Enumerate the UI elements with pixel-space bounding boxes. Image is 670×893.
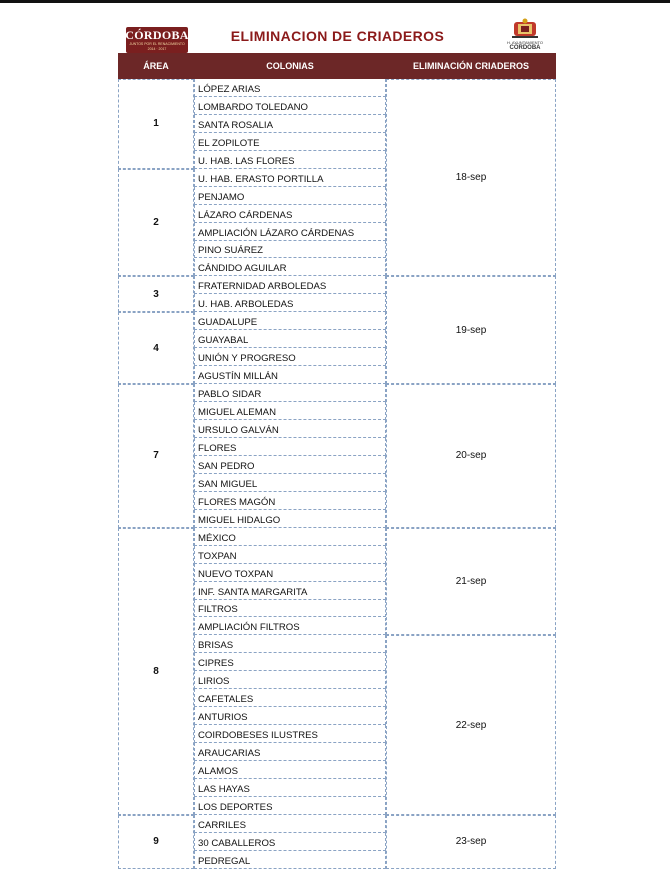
colonia-row: SAN PEDRO [194, 456, 386, 474]
colonia-row: LÁZARO CÁRDENAS [194, 205, 386, 223]
page-title: ELIMINACION DE CRIADEROS [230, 28, 445, 44]
colonia-row: TOXPAN [194, 546, 386, 564]
crest-icon [510, 18, 540, 40]
colonia-row: SANTA ROSALIA [194, 115, 386, 133]
ayuntamiento-crest [494, 18, 556, 55]
colonia-row: 30 CABALLEROS [194, 833, 386, 851]
colonia-row: LAS HAYAS [194, 779, 386, 797]
date-cell: 20-sep [386, 384, 556, 528]
colonia-row: LIRIOS [194, 671, 386, 689]
colonia-row: ANTURIOS [194, 707, 386, 725]
colonia-row: CÁNDIDO AGUILAR [194, 259, 386, 277]
colonia-row: PABLO SIDAR [194, 384, 386, 402]
area-cell: 7 [118, 384, 194, 528]
date-cell: 22-sep [386, 635, 556, 815]
colonia-row: URSULO GALVÁN [194, 420, 386, 438]
colonia-row: PEDREGAL [194, 851, 386, 869]
cordoba-logo [126, 27, 188, 53]
colonia-row: CIPRES [194, 653, 386, 671]
colonia-row: INF. SANTA MARGARITA [194, 582, 386, 600]
colonia-row: U. HAB. ERASTO PORTILLA [194, 169, 386, 187]
colonia-row: MIGUEL ALEMAN [194, 402, 386, 420]
colonia-row: FILTROS [194, 600, 386, 618]
area-cell: 3 [118, 276, 194, 312]
colonia-row: LOS DEPORTES [194, 797, 386, 815]
colonia-row: FLORES [194, 438, 386, 456]
area-cell: 1 [118, 79, 194, 169]
colonia-row: U. HAB. ARBOLEDAS [194, 294, 386, 312]
header-eliminacion: ELIMINACIÓN CRIADEROS [412, 61, 529, 71]
colonia-row: CARRILES [194, 815, 386, 833]
colonia-row: GUADALUPE [194, 312, 386, 330]
logo-word: CÓRDOBA [125, 27, 189, 42]
area-cell: 4 [118, 312, 194, 384]
colonia-row: MÉXICO [194, 528, 386, 546]
date-cell: 18-sep [386, 79, 556, 276]
crest-caption: H. AYUNTAMIENTO [506, 40, 543, 45]
colonia-row: GUAYABAL [194, 330, 386, 348]
area-cell: 2 [118, 169, 194, 277]
criaderos-table [118, 53, 556, 880]
colonia-row: UNIÓN Y PROGRESO [194, 348, 386, 366]
date-cell: 23-sep [386, 815, 556, 869]
colonia-row: SAN MIGUEL [194, 474, 386, 492]
date-cell: 19-sep [386, 276, 556, 384]
colonia-row: FRATERNIDAD ARBOLEDAS [194, 276, 386, 294]
colonia-row: ALAMOS [194, 761, 386, 779]
colonia-row: PENJAMO [194, 187, 386, 205]
header-colonias: COLONIAS [266, 61, 314, 71]
colonia-row: LÓPEZ ARIAS [194, 79, 386, 97]
logo-years: 2014 · 2017 [147, 46, 167, 51]
colonia-row: PINO SUÁREZ [194, 241, 386, 259]
top-border [0, 0, 670, 3]
logo-tagline: JUNTOS POR EL RENACIMIENTO [129, 41, 185, 46]
colonia-row: AMPLIACIÓN FILTROS [194, 618, 386, 636]
colonia-row: COIRDOBESES ILUSTRES [194, 725, 386, 743]
area-cell: 9 [118, 815, 194, 869]
table-header [118, 53, 556, 79]
date-cell: 21-sep [386, 528, 556, 636]
colonia-row: AMPLIACIÓN LÁZARO CÁRDENAS [194, 223, 386, 241]
area-cell: 8 [118, 528, 194, 815]
header-area: ÁREA [143, 61, 169, 71]
colonia-row: BRISAS [194, 635, 386, 653]
colonia-row: CAFETALES [194, 689, 386, 707]
colonia-row: AGUSTÍN MILLÁN [194, 366, 386, 384]
colonia-row: ARAUCARIAS [194, 743, 386, 761]
colonia-row: FLORES MAGÓN [194, 492, 386, 510]
colonia-row: LOMBARDO TOLEDANO [194, 97, 386, 115]
colonia-row: U. HAB. LAS FLORES [194, 151, 386, 169]
colonia-row: MIGUEL HIDALGO [194, 510, 386, 528]
colonia-row: EL ZOPILOTE [194, 133, 386, 151]
crest-name: CÓRDOBA [509, 45, 541, 51]
colonia-row: NUEVO TOXPAN [194, 564, 386, 582]
